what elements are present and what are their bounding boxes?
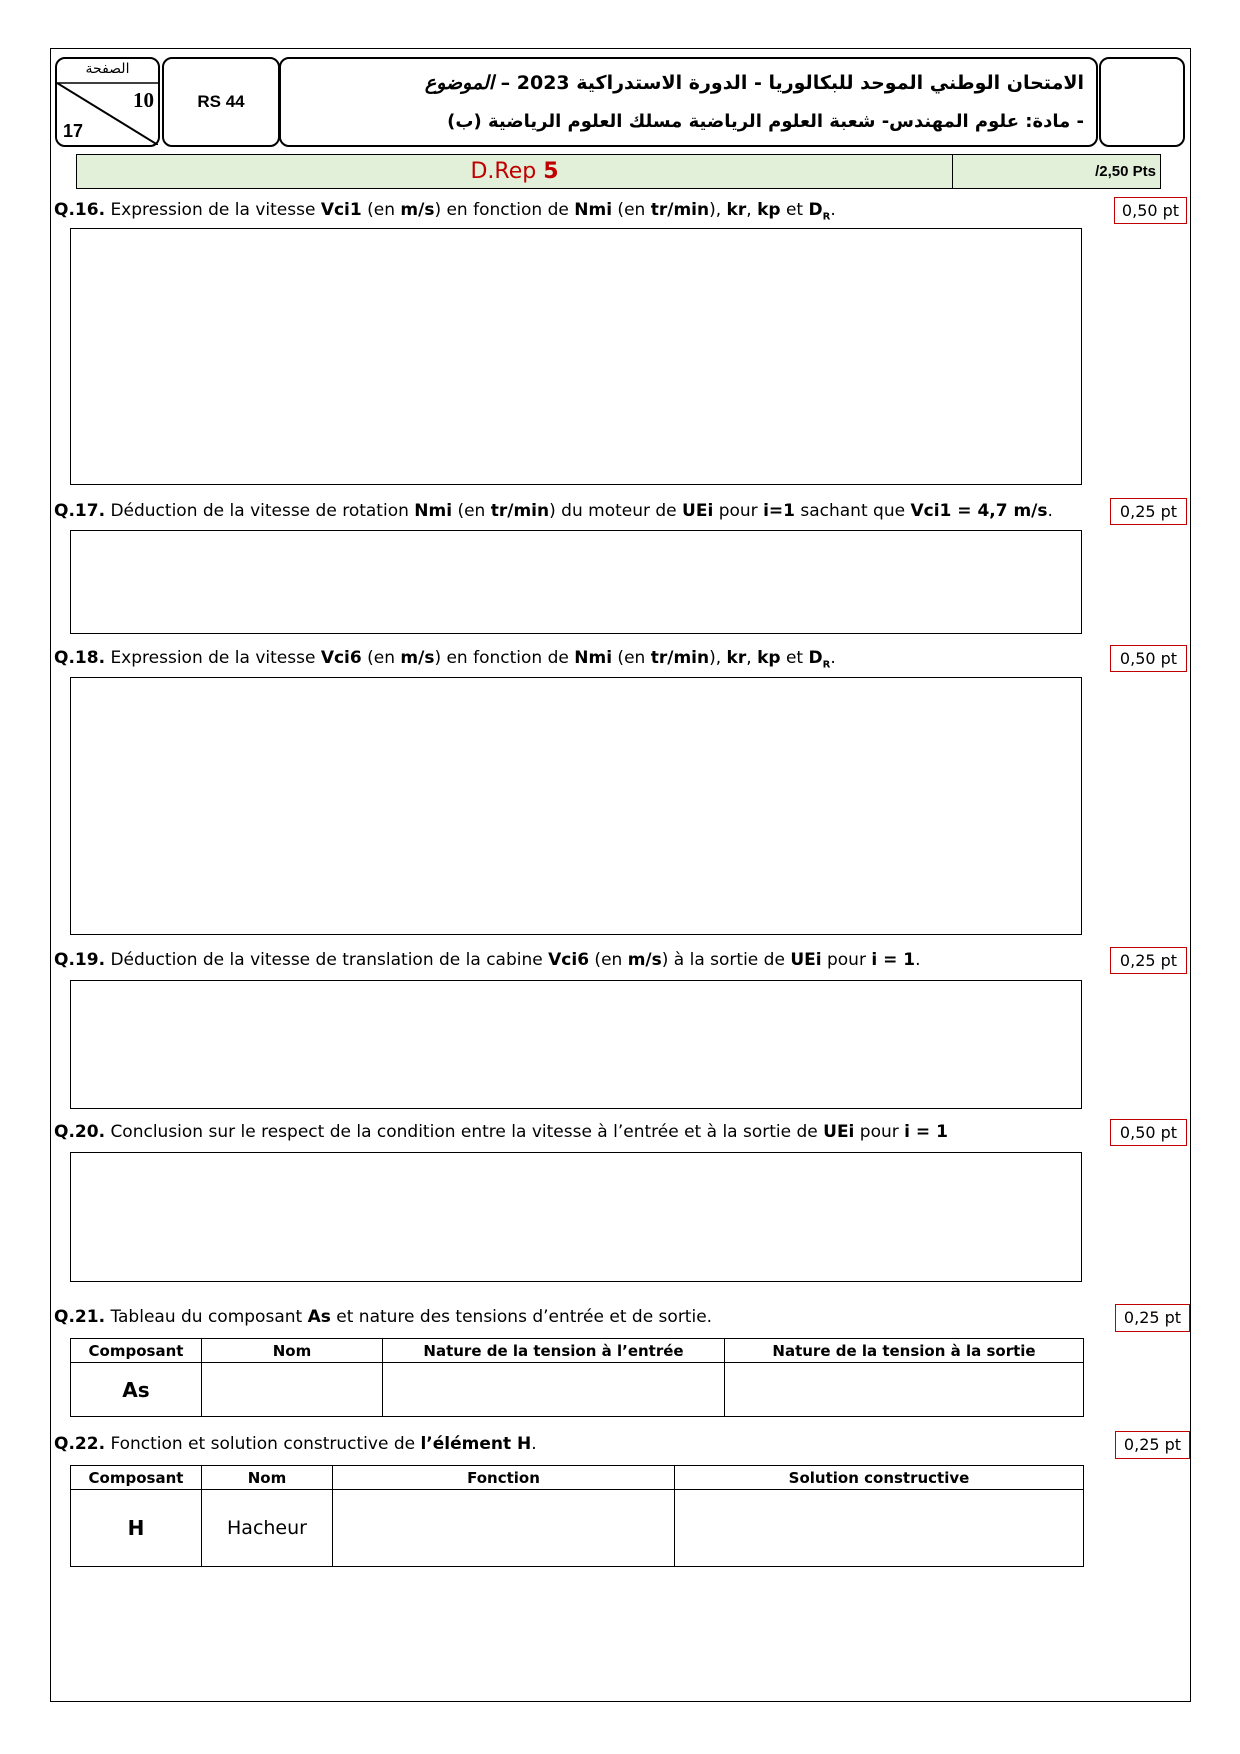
- section-total-points: /2,50 Pts: [1095, 163, 1156, 180]
- solution-cell[interactable]: [675, 1490, 1084, 1567]
- question-21-points: 0,25 pt: [1115, 1304, 1190, 1332]
- page-label: الصفحة: [85, 61, 130, 77]
- question-number: Q.19.: [54, 950, 106, 970]
- section-title-bar: [76, 154, 1161, 189]
- question-20-points: 0,50 pt: [1110, 1119, 1187, 1146]
- exam-title-line1: [425, 72, 1084, 94]
- question-text: Expression de la vitesse Vci6 (en m/s) en fonction de Nmi (en tr/min), kr, kp et $D_R$.: [110, 648, 836, 671]
- question-16: [54, 200, 836, 222]
- component-cell: As: [71, 1363, 202, 1417]
- column-header: Fonction: [333, 1466, 675, 1490]
- section-title-label: D.Rep: [470, 159, 537, 184]
- question-22: [54, 1434, 537, 1454]
- question-text: Tableau du composant As et nature des tensions d’entrée et de sortie.: [110, 1307, 713, 1327]
- column-header: Solution constructive: [675, 1466, 1084, 1490]
- question-number: Q.17.: [54, 501, 106, 521]
- question-text: Fonction et solution constructive de l’élément H.: [110, 1434, 537, 1454]
- question-17-points: 0,25 pt: [1110, 498, 1187, 525]
- question-16-points: 0,50 pt: [1114, 197, 1187, 224]
- question-18: [54, 648, 836, 670]
- table-row: [71, 1490, 1084, 1567]
- question-20: [54, 1122, 948, 1142]
- question-17: [54, 501, 1053, 521]
- name-cell[interactable]: [202, 1363, 383, 1417]
- exam-subject-line: - مادة: علوم المهندس- شعبة العلوم الرياضية مسلك العلوم الرياضية (ب): [447, 111, 1084, 132]
- column-header: Nom: [202, 1466, 333, 1490]
- section-title-number: 5: [543, 159, 559, 184]
- component-cell: H: [71, 1490, 202, 1567]
- question-21: [54, 1307, 712, 1327]
- question-18-points: 0,50 pt: [1110, 645, 1187, 672]
- table-header-row: [71, 1339, 1084, 1363]
- header-empty-box: [1099, 57, 1185, 147]
- question-number: Q.22.: [54, 1434, 106, 1454]
- answer-box-17[interactable]: [70, 530, 1082, 634]
- section-title: [77, 155, 953, 188]
- table-row: [71, 1363, 1084, 1417]
- column-header: Nature de la tension à l’entrée: [383, 1339, 725, 1363]
- output-voltage-cell[interactable]: [725, 1363, 1084, 1417]
- question-19: [54, 950, 921, 970]
- column-header: Composant: [71, 1466, 202, 1490]
- answer-box-20[interactable]: [70, 1152, 1082, 1282]
- answer-box-18[interactable]: [70, 677, 1082, 935]
- function-cell[interactable]: [333, 1490, 675, 1567]
- exam-code-box: [162, 57, 280, 147]
- name-cell: Hacheur: [202, 1490, 333, 1567]
- table-as: [70, 1338, 1084, 1417]
- question-text: Conclusion sur le respect de la condition entre la vitesse à l’entrée et à la sortie de UEi pour i = 1: [110, 1122, 948, 1142]
- column-header: Nature de la tension à la sortie: [725, 1339, 1084, 1363]
- question-text: Déduction de la vitesse de rotation Nmi (en tr/min) du moteur de UEi pour i=1 sachant que Vci1 = 4,7 m/s.: [110, 501, 1053, 521]
- question-text: Expression de la vitesse Vci1 (en m/s) en fonction de Nmi (en tr/min), kr, kp et $D_R$.: [110, 200, 836, 223]
- question-number: Q.18.: [54, 648, 106, 668]
- answer-box-19[interactable]: [70, 980, 1082, 1109]
- question-22-points: 0,25 pt: [1115, 1431, 1190, 1459]
- exam-title-box: [279, 57, 1098, 147]
- question-number: Q.16.: [54, 200, 106, 220]
- question-19-points: 0,25 pt: [1110, 947, 1187, 974]
- question-number: Q.20.: [54, 1122, 106, 1142]
- exam-title-text: الامتحان الوطني الموحد للبكالوريا - الدورة الاستدراكية 2023 –: [500, 72, 1084, 94]
- column-header: Composant: [71, 1339, 202, 1363]
- question-text: Déduction de la vitesse de translation de la cabine Vci6 (en m/s) à la sortie de UEi pour i = 1.: [110, 950, 921, 970]
- total-pages: 17: [63, 121, 84, 141]
- column-header: Nom: [202, 1339, 383, 1363]
- question-number: Q.21.: [54, 1307, 106, 1327]
- input-voltage-cell[interactable]: [383, 1363, 725, 1417]
- page-number-box: [55, 57, 160, 147]
- table-header-row: [71, 1466, 1084, 1490]
- subject-stamp: الموضوع: [424, 72, 495, 94]
- table-h: [70, 1465, 1084, 1567]
- page-number: 10: [133, 88, 154, 112]
- exam-code: RS 44: [197, 92, 245, 111]
- answer-box-16[interactable]: [70, 228, 1082, 485]
